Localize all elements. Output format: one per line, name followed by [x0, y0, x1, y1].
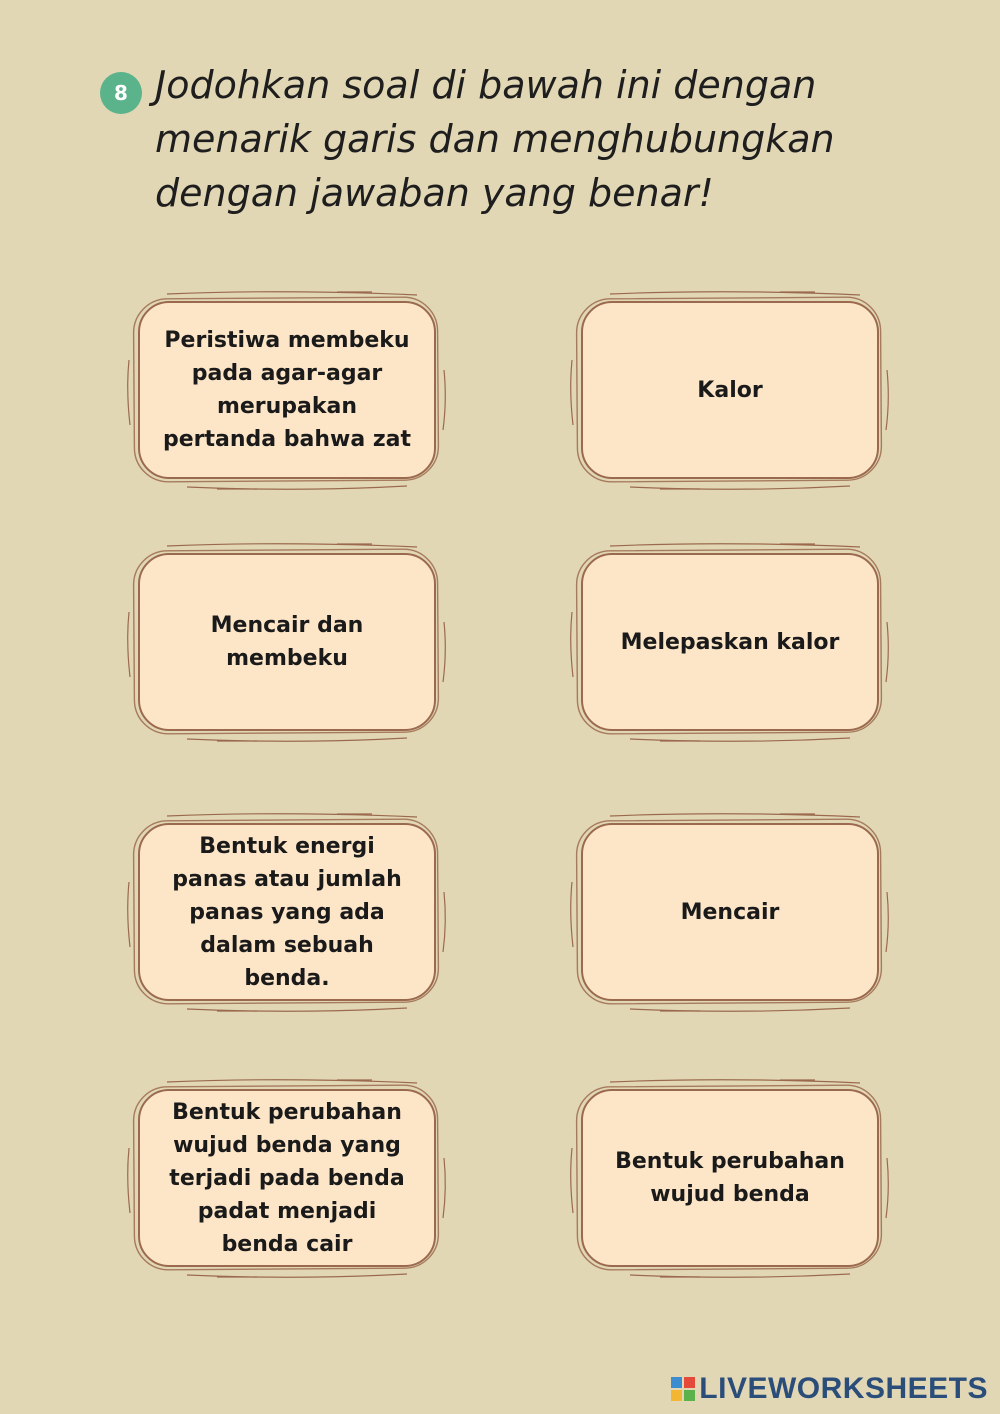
- liveworksheets-brand: [671, 1372, 988, 1406]
- left-item-2[interactable]: [137, 552, 437, 732]
- brand-name: LIVEWORKSHEETS: [699, 1372, 988, 1405]
- right-item-2[interactable]: [580, 552, 880, 732]
- left-item-4[interactable]: [137, 1088, 437, 1268]
- left-item-text: Bentuk perubahan wujud benda yang terjadi pada benda padat menjadi benda cair: [169, 1099, 405, 1257]
- right-item-text: Melepaskan kalor: [620, 629, 840, 655]
- left-item-text: Peristiwa membeku pada agar-agar merupakan pertanda bahwa zat: [162, 328, 412, 452]
- right-item-text: Bentuk perubahan wujud benda: [615, 1149, 845, 1207]
- left-item-1[interactable]: [137, 300, 437, 480]
- question-number-badge: 8: [100, 72, 142, 114]
- liveworksheets-logo-icon: [671, 1377, 695, 1401]
- right-item-3[interactable]: [580, 822, 880, 1002]
- left-item-text: Bentuk energi panas atau jumlah panas yang ada dalam sebuah benda.: [172, 833, 402, 991]
- right-item-4[interactable]: [580, 1088, 880, 1268]
- left-item-3[interactable]: [137, 822, 437, 1002]
- right-item-text: Kalor: [697, 377, 763, 403]
- question-instruction: Jodohkan soal di bawah ini dengan menarik garis dan menghubungkan dengan jawaban yang benar!: [155, 63, 835, 215]
- right-item-1[interactable]: [580, 300, 880, 480]
- right-item-text: Mencair: [680, 899, 780, 925]
- left-item-text: Mencair dan membeku: [210, 613, 364, 671]
